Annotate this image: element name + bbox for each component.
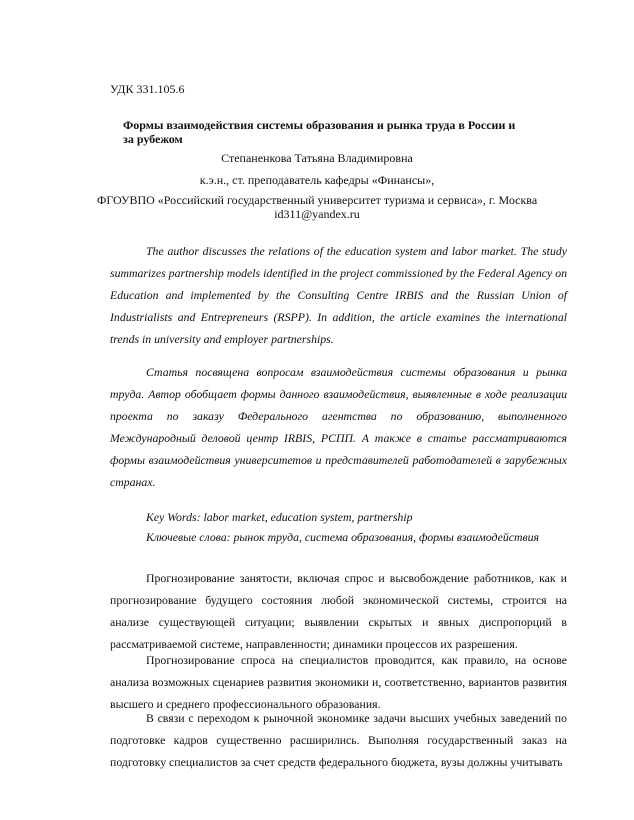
author-email: id311@yandex.ru [274, 207, 360, 221]
article-title: Формы взаимодействия системы образования и рынка труда в России и за рубежом [123, 118, 516, 146]
body-paragraph-2: Прогнозирование спроса на специалистов проводится, как правило, на основе анализа возможных сценариев развития экономики и, соответственно, вариантов развития высшего и среднего профессионального образования. [110, 653, 567, 711]
author-position: к.э.н., ст. преподаватель кафедры «Финансы», [199, 173, 435, 187]
keywords-english: Key Words: labor market, education system, partnership [146, 510, 413, 524]
body-paragraph-1: Прогнозирование занятости, включая спрос и высвобождение работников, как и прогнозирование будущего состояния любой экономической системы, строится на анализе существующей ситуации; выявлении скрытых и явных диспропорций в рассматриваемой системе, направленности; динамики процессов их разрешения. [110, 571, 567, 651]
author-name: Степаненкова Татьяна Владимировна [221, 151, 413, 165]
abstract-russian: Статья посвящена вопросам взаимодействия системы образования и рынка труда. Автор обобщает формы данного взаимодействия, выявленные в ходе реализации проекта по заказу Федерального агентства по образованию, выполненного Международный деловой центр IRBIS, РСПП. А также в статье рассматриваются формы взаимодействия университетов и представителей работодателей в зарубежных странах. [110, 365, 567, 489]
body-paragraph-3: В связи с переходом к рыночной экономике задачи высших учебных заведений по подготовке кадров существенно расширились. Выполняя государственный заказ на подготовку специалистов за счет средств федерального бюджета, вузы должны учитывать [110, 711, 567, 769]
udk-code: УДК 331.105.6 [110, 82, 185, 96]
abstract-english: The author discusses the relations of the education system and labor market. The study summarizes partnership models identified in the project commissioned by the Federal Agency on Education and implemented by the Consulting Centre IRBIS and the Russian Union of Industrialists and Entrepreneurs (RSPP). In addition, the article examines the international trends in university and employer partnerships. [110, 244, 567, 346]
author-affiliation [60, 193, 574, 221]
keywords-russian: Ключевые слова: рынок труда, система образования, формы взаимодействия [146, 530, 540, 544]
organization: ФГОУВПО «Российский государственный университет туризма и сервиса», г. Москва [96, 193, 538, 207]
